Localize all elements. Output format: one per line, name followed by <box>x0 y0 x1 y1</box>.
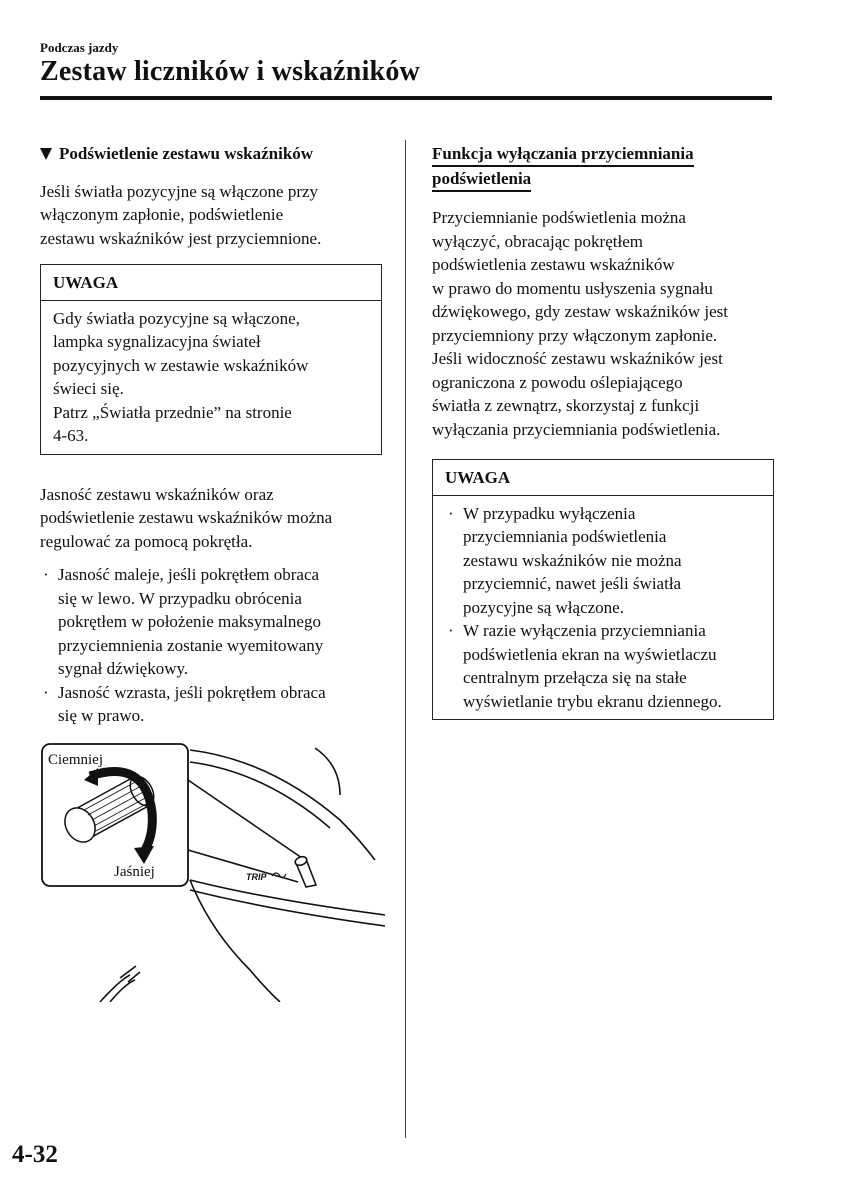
dash-lower-line <box>110 980 135 1002</box>
text-line: w prawo do momentu usłyszenia sygnału <box>432 278 713 298</box>
text-line: przyciemniania podświetlenia <box>463 527 667 546</box>
text-line: dźwiękowego, gdy zestaw wskaźników jest <box>432 302 729 321</box>
right-column <box>432 142 777 720</box>
list-item <box>40 563 385 681</box>
text-line: pozycyjne są włączone. <box>463 597 624 617</box>
trip-label: TRIP <box>246 872 267 882</box>
text-line: Jasność wzrasta, jeśli pokrętłem obraca <box>58 682 326 702</box>
text-line: Patrz „Światła przednie” na stronie <box>53 402 292 422</box>
text-line: Przyciemnianie podświetlenia można <box>432 208 686 227</box>
text-line: centralnym przełącza się na stałe <box>463 668 687 687</box>
dash-edge-line <box>190 890 385 926</box>
text-line: przyciemniony przy włączonym zapłonie. <box>432 325 718 345</box>
text-line: pozycyjnych w zestawie wskaźników <box>53 355 309 375</box>
text-line: podświetlenia ekran na wyświetlaczu <box>463 644 717 664</box>
note-body <box>433 496 773 720</box>
text-line: lampka sygnalizacyjna świateł <box>53 332 261 351</box>
title-rule <box>40 96 772 100</box>
subsection-heading <box>432 142 777 192</box>
label-darker: Ciemniej <box>48 752 103 768</box>
text-line: Gdy światła pozycyjne są włączone, <box>53 308 300 328</box>
dash-curve-line <box>190 880 280 1002</box>
note-body <box>41 301 381 454</box>
note-box <box>40 264 382 455</box>
dash-lower-line <box>100 975 130 1002</box>
text-line: ograniczona z powodu oślepiającego <box>432 372 683 392</box>
triangle-bullet-icon <box>40 148 52 160</box>
left-column <box>40 142 385 728</box>
dimmer-knob-illustration <box>40 740 385 1002</box>
text-line: Jasność zestawu wskaźników oraz <box>40 484 274 504</box>
list-item <box>445 502 763 620</box>
dashboard-drawing <box>40 740 385 1002</box>
subsection-heading-text: Podświetlenie zestawu wskaźników <box>59 144 314 163</box>
text-line: wyświetlanie trybu ekranu dziennego. <box>463 691 722 711</box>
text-line: podświetlenia zestawu wskaźników <box>432 255 675 274</box>
text-line: Jeśli światła pozycyjne są włączone przy <box>40 181 319 201</box>
intro-paragraph <box>40 180 385 251</box>
bullet-list <box>40 563 385 728</box>
text-line: 4-63. <box>53 426 89 445</box>
list-item <box>445 619 763 713</box>
heading-line: Funkcja wyłączania przyciemniania <box>432 143 694 167</box>
text-line: Jasność maleje, jeśli pokrętłem obraca <box>58 565 320 584</box>
text-line: Jeśli widoczność zestawu wskaźników jest <box>432 349 723 368</box>
text-line: się w lewo. W przypadku obrócenia <box>58 588 302 608</box>
heading-line: podświetlenia <box>432 168 531 192</box>
text-line: przyciemnić, nawet jeśli światła <box>463 574 682 593</box>
text-line: zestawu wskaźników jest przyciemnione. <box>40 228 322 248</box>
text-line: wyłączyć, obracając pokrętłem <box>432 231 643 251</box>
page-number: 4-32 <box>12 1141 58 1168</box>
label-brighter: Jaśniej <box>114 864 155 880</box>
text-line: zestawu wskaźników nie można <box>463 550 682 570</box>
bullet-dot-icon: · <box>448 503 454 523</box>
section-label: Podczas jazdy <box>40 40 119 55</box>
body-paragraph <box>432 206 777 441</box>
text-line: włączonym zapłonie, podświetlenie <box>40 205 284 224</box>
dash-outline-line <box>315 748 340 795</box>
list-item <box>40 681 385 728</box>
subsection-heading <box>40 142 385 166</box>
text-line: regulować za pomocą pokrętła. <box>40 531 253 551</box>
text-line: światła z zewnątrz, skorzystaj z funkcji <box>432 396 700 415</box>
bullet-dot-icon: · <box>448 621 454 640</box>
bullet-dot-icon: · <box>43 682 49 702</box>
note-box <box>432 459 774 720</box>
text-line: W razie wyłączenia przyciemniania <box>463 621 706 640</box>
text-line: pokrętłem w położenie maksymalnego <box>58 612 321 631</box>
note-heading: UWAGA <box>433 460 773 496</box>
text-line: się w prawo. <box>58 706 145 725</box>
column-divider <box>405 140 406 1138</box>
brightness-paragraph <box>40 483 385 554</box>
text-line: podświetlenie zestawu wskaźników można <box>40 508 333 527</box>
text-line: sygnał dźwiękowy. <box>58 659 189 678</box>
text-line: W przypadku wyłączenia <box>463 503 636 523</box>
text-line: przyciemnienia zostanie wyemitowany <box>58 635 324 655</box>
text-line: wyłączania przyciemniania podświetlenia. <box>432 419 721 439</box>
note-heading: UWAGA <box>41 265 381 301</box>
bullet-dot-icon: · <box>43 565 49 584</box>
callout-line <box>188 780 302 858</box>
dash-outline-line <box>190 750 375 860</box>
text-line: świeci się. <box>53 379 124 398</box>
page-title: Zestaw liczników i wskaźników <box>40 56 420 87</box>
